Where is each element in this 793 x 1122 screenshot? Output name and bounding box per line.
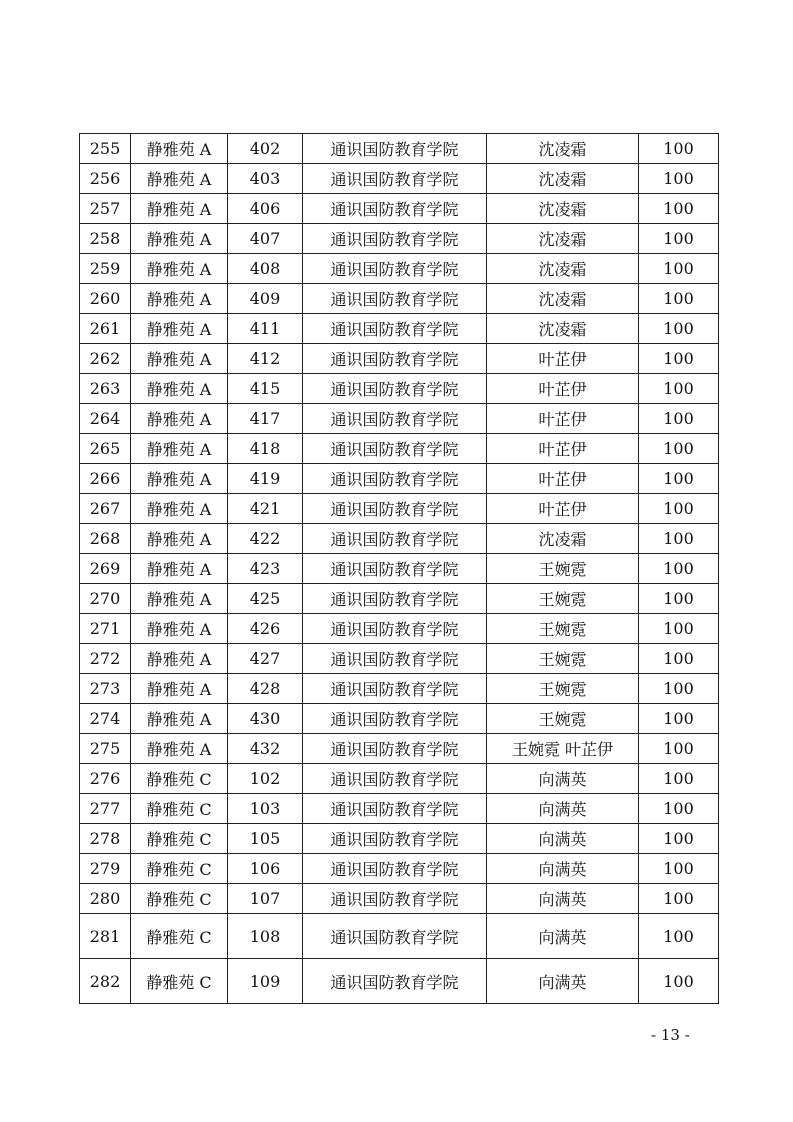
score-cell: 100 [639,674,719,704]
college-cell: 通识国防教育学院 [303,914,487,959]
room-cell: 427 [228,644,303,674]
counselor-cell: 向满英 [487,794,639,824]
counselor-cell: 王婉霓 [487,584,639,614]
building-cell: 静雅苑 A [131,164,228,194]
room-cell: 423 [228,554,303,584]
room-cell: 419 [228,464,303,494]
row-index-cell: 259 [80,254,131,284]
counselor-cell: 叶芷伊 [487,434,639,464]
college-cell: 通识国防教育学院 [303,374,487,404]
score-cell: 100 [639,464,719,494]
room-cell: 108 [228,914,303,959]
table-row [80,374,719,404]
row-index-cell: 281 [80,914,131,959]
room-cell: 103 [228,794,303,824]
college-cell: 通识国防教育学院 [303,824,487,854]
building-cell: 静雅苑 C [131,764,228,794]
table-row [80,734,719,764]
building-cell: 静雅苑 A [131,404,228,434]
row-index-cell: 264 [80,404,131,434]
building-cell: 静雅苑 C [131,824,228,854]
table-row [80,404,719,434]
score-cell: 100 [639,764,719,794]
table-row [80,584,719,614]
score-cell: 100 [639,824,719,854]
college-cell: 通识国防教育学院 [303,764,487,794]
building-cell: 静雅苑 A [131,374,228,404]
building-cell: 静雅苑 A [131,254,228,284]
counselor-cell: 叶芷伊 [487,494,639,524]
table-row [80,224,719,254]
room-cell: 109 [228,959,303,1004]
room-cell: 421 [228,494,303,524]
table-row [80,959,719,1004]
college-cell: 通识国防教育学院 [303,494,487,524]
room-cell: 417 [228,404,303,434]
college-cell: 通识国防教育学院 [303,344,487,374]
room-cell: 418 [228,434,303,464]
counselor-cell: 沈凌霜 [487,164,639,194]
row-index-cell: 280 [80,884,131,914]
row-index-cell: 266 [80,464,131,494]
college-cell: 通识国防教育学院 [303,704,487,734]
table-row [80,254,719,284]
building-cell: 静雅苑 A [131,224,228,254]
score-cell: 100 [639,884,719,914]
score-cell: 100 [639,614,719,644]
counselor-cell: 向满英 [487,854,639,884]
building-cell: 静雅苑 A [131,554,228,584]
row-index-cell: 255 [80,134,131,164]
table-row [80,464,719,494]
table-row [80,914,719,959]
table-row [80,494,719,524]
building-cell: 静雅苑 A [131,434,228,464]
building-cell: 静雅苑 A [131,464,228,494]
building-cell: 静雅苑 A [131,674,228,704]
score-cell: 100 [639,914,719,959]
counselor-cell: 叶芷伊 [487,404,639,434]
college-cell: 通识国防教育学院 [303,524,487,554]
room-cell: 407 [228,224,303,254]
row-index-cell: 262 [80,344,131,374]
score-cell: 100 [639,794,719,824]
counselor-cell: 沈凌霜 [487,254,639,284]
room-cell: 415 [228,374,303,404]
allocation-table-container [79,133,719,1004]
page-number: - 13 - [651,1026,690,1044]
score-cell: 100 [639,224,719,254]
building-cell: 静雅苑 C [131,794,228,824]
score-cell: 100 [639,554,719,584]
table-row [80,434,719,464]
college-cell: 通识国防教育学院 [303,434,487,464]
building-cell: 静雅苑 C [131,884,228,914]
table-row [80,554,719,584]
row-index-cell: 272 [80,644,131,674]
row-index-cell: 271 [80,614,131,644]
score-cell: 100 [639,644,719,674]
building-cell: 静雅苑 C [131,854,228,884]
college-cell: 通识国防教育学院 [303,194,487,224]
room-cell: 406 [228,194,303,224]
table-row [80,674,719,704]
counselor-cell: 向满英 [487,884,639,914]
row-index-cell: 282 [80,959,131,1004]
score-cell: 100 [639,584,719,614]
room-cell: 102 [228,764,303,794]
counselor-cell: 叶芷伊 [487,374,639,404]
counselor-cell: 向满英 [487,824,639,854]
row-index-cell: 273 [80,674,131,704]
college-cell: 通识国防教育学院 [303,794,487,824]
row-index-cell: 265 [80,434,131,464]
row-index-cell: 275 [80,734,131,764]
building-cell: 静雅苑 A [131,734,228,764]
table-row [80,704,719,734]
table-row [80,284,719,314]
row-index-cell: 263 [80,374,131,404]
table-row [80,524,719,554]
table-row [80,314,719,344]
score-cell: 100 [639,704,719,734]
row-index-cell: 267 [80,494,131,524]
row-index-cell: 277 [80,794,131,824]
room-cell: 402 [228,134,303,164]
room-cell: 425 [228,584,303,614]
college-cell: 通识国防教育学院 [303,254,487,284]
counselor-cell: 沈凌霜 [487,224,639,254]
college-cell: 通识国防教育学院 [303,734,487,764]
college-cell: 通识国防教育学院 [303,134,487,164]
building-cell: 静雅苑 A [131,194,228,224]
building-cell: 静雅苑 A [131,644,228,674]
row-index-cell: 256 [80,164,131,194]
building-cell: 静雅苑 A [131,344,228,374]
table-row [80,794,719,824]
college-cell: 通识国防教育学院 [303,404,487,434]
row-index-cell: 260 [80,284,131,314]
row-index-cell: 269 [80,554,131,584]
table-row [80,164,719,194]
building-cell: 静雅苑 A [131,134,228,164]
room-cell: 105 [228,824,303,854]
college-cell: 通识国防教育学院 [303,164,487,194]
room-cell: 426 [228,614,303,644]
score-cell: 100 [639,344,719,374]
counselor-cell: 沈凌霜 [487,284,639,314]
building-cell: 静雅苑 A [131,284,228,314]
college-cell: 通识国防教育学院 [303,224,487,254]
score-cell: 100 [639,134,719,164]
row-index-cell: 257 [80,194,131,224]
score-cell: 100 [639,284,719,314]
score-cell: 100 [639,524,719,554]
room-cell: 422 [228,524,303,554]
room-cell: 403 [228,164,303,194]
counselor-cell: 沈凌霜 [487,524,639,554]
counselor-cell: 王婉霓 [487,614,639,644]
row-index-cell: 274 [80,704,131,734]
room-cell: 107 [228,884,303,914]
score-cell: 100 [639,494,719,524]
table-row [80,194,719,224]
college-cell: 通识国防教育学院 [303,614,487,644]
counselor-cell: 王婉霓 [487,674,639,704]
counselor-cell: 王婉霓 叶芷伊 [487,734,639,764]
row-index-cell: 270 [80,584,131,614]
college-cell: 通识国防教育学院 [303,854,487,884]
college-cell: 通识国防教育学院 [303,314,487,344]
table-row [80,134,719,164]
counselor-cell: 王婉霓 [487,644,639,674]
building-cell: 静雅苑 A [131,314,228,344]
table-row [80,764,719,794]
building-cell: 静雅苑 A [131,524,228,554]
counselor-cell: 向满英 [487,959,639,1004]
college-cell: 通识国防教育学院 [303,584,487,614]
row-index-cell: 276 [80,764,131,794]
score-cell: 100 [639,434,719,464]
table-row [80,824,719,854]
score-cell: 100 [639,854,719,884]
counselor-cell: 王婉霓 [487,554,639,584]
counselor-cell: 向满英 [487,914,639,959]
table-row [80,854,719,884]
college-cell: 通识国防教育学院 [303,959,487,1004]
room-cell: 412 [228,344,303,374]
table-row [80,344,719,374]
counselor-cell: 叶芷伊 [487,464,639,494]
building-cell: 静雅苑 A [131,584,228,614]
score-cell: 100 [639,314,719,344]
counselor-cell: 王婉霓 [487,704,639,734]
table-row [80,644,719,674]
room-cell: 408 [228,254,303,284]
college-cell: 通识国防教育学院 [303,554,487,584]
score-cell: 100 [639,404,719,434]
room-cell: 409 [228,284,303,314]
counselor-cell: 沈凌霜 [487,134,639,164]
college-cell: 通识国防教育学院 [303,284,487,314]
score-cell: 100 [639,194,719,224]
counselor-cell: 叶芷伊 [487,344,639,374]
score-cell: 100 [639,734,719,764]
building-cell: 静雅苑 A [131,704,228,734]
counselor-cell: 沈凌霜 [487,194,639,224]
room-cell: 428 [228,674,303,704]
table-row [80,884,719,914]
score-cell: 100 [639,374,719,404]
college-cell: 通识国防教育学院 [303,644,487,674]
table-row [80,614,719,644]
room-cell: 432 [228,734,303,764]
room-cell: 430 [228,704,303,734]
building-cell: 静雅苑 A [131,494,228,524]
building-cell: 静雅苑 C [131,959,228,1004]
row-index-cell: 268 [80,524,131,554]
room-cell: 411 [228,314,303,344]
score-cell: 100 [639,959,719,1004]
room-cell: 106 [228,854,303,884]
counselor-cell: 沈凌霜 [487,314,639,344]
table-body [80,134,719,1004]
building-cell: 静雅苑 A [131,614,228,644]
allocation-table [79,133,719,1004]
score-cell: 100 [639,164,719,194]
row-index-cell: 258 [80,224,131,254]
college-cell: 通识国防教育学院 [303,464,487,494]
college-cell: 通识国防教育学院 [303,674,487,704]
row-index-cell: 279 [80,854,131,884]
counselor-cell: 向满英 [487,764,639,794]
row-index-cell: 278 [80,824,131,854]
score-cell: 100 [639,254,719,284]
college-cell: 通识国防教育学院 [303,884,487,914]
row-index-cell: 261 [80,314,131,344]
building-cell: 静雅苑 C [131,914,228,959]
